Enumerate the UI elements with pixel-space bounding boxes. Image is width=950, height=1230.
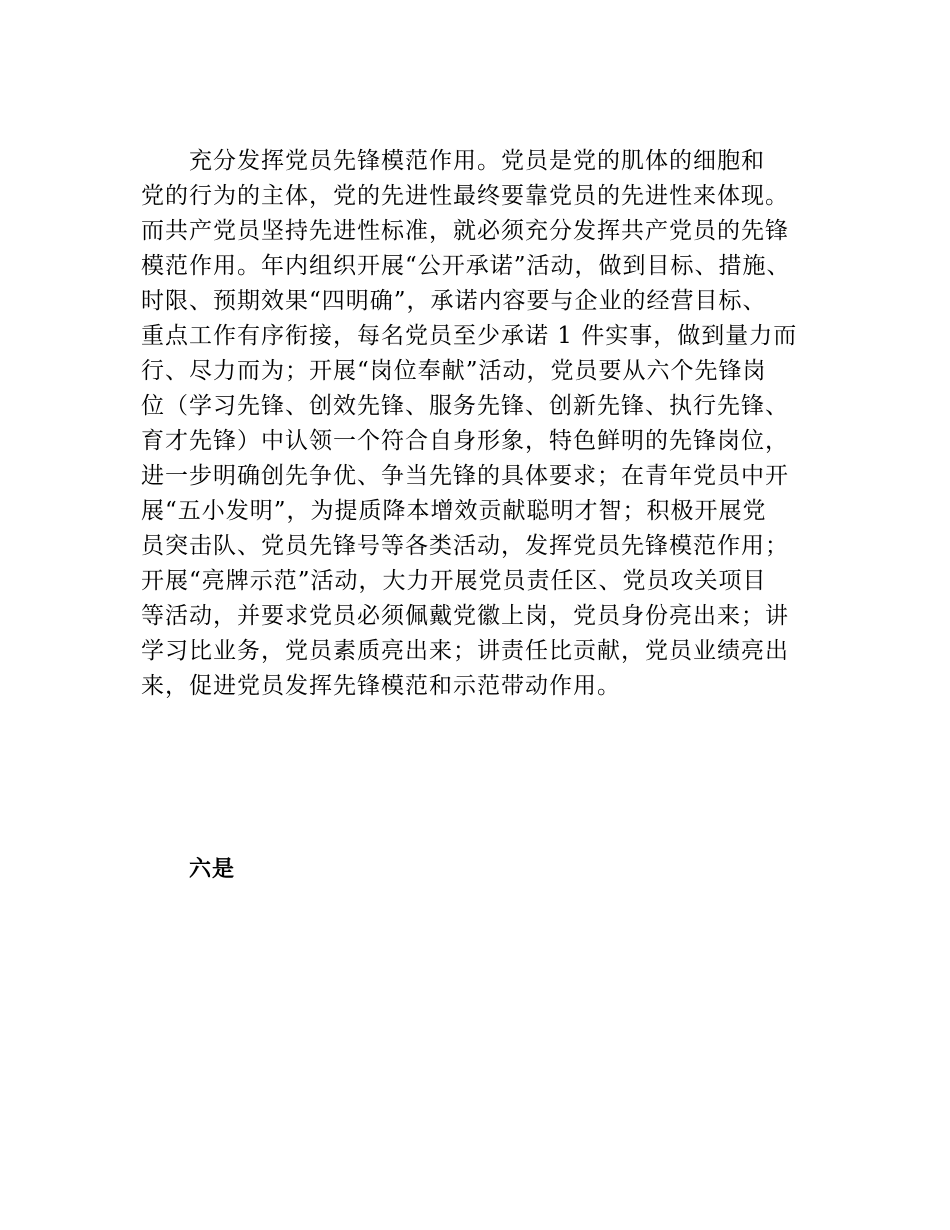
- paragraph-line: 进一步明确创先争优、争当先锋的具体要求；在青年党员中开: [141, 463, 789, 489]
- paragraph-line: 时限、预期效果“四明确”，承诺内容要与企业的经营目标、: [141, 288, 767, 314]
- body-paragraph: [141, 144, 841, 704]
- paragraph-line: 来，促进党员发挥先锋模范和示范带动作用。: [141, 673, 621, 699]
- paragraph-line: 等活动，并要求党员必须佩戴党徽上岗，党员身份亮出来；讲: [141, 603, 789, 629]
- paragraph-line: 开展“亮牌示范”活动，大力开展党员责任区、党员攻关项目: [141, 568, 767, 594]
- paragraph-line: 党的行为的主体，党的先进性最终要靠党员的先进性来体现。: [141, 183, 789, 209]
- paragraph-line: 员突击队、党员先锋号等各类活动，发挥党员先锋模范作用；: [141, 533, 789, 559]
- section-heading: 六是: [189, 857, 236, 882]
- paragraph-line: 模范作用。年内组织开展“公开承诺”活动，做到目标、措施、: [141, 253, 791, 279]
- paragraph-line: 重点工作有序衔接，每名党员至少承诺 1 件实事，做到量力而: [141, 323, 798, 349]
- paragraph-line: 育才先锋）中认领一个符合自身形象，特色鲜明的先锋岗位，: [141, 428, 789, 454]
- paragraph-line: 而共产党员坚持先进性标准，就必须充分发挥共产党员的先锋: [141, 218, 789, 244]
- paragraph-line: 行、尽力而为；开展“岗位奉献”活动，党员要从六个先锋岗: [141, 358, 767, 384]
- paragraph-line: 位（学习先锋、创效先锋、服务先锋、创新先锋、执行先锋、: [141, 393, 789, 419]
- paragraph-line: 展“五小发明”，为提质降本增效贡献聪明才智；积极开展党: [141, 498, 767, 524]
- paragraph-line: 学习比业务，党员素质亮出来；讲责任比贡献，党员业绩亮出: [141, 638, 789, 664]
- paragraph-line: 充分发挥党员先锋模范作用。党员是党的肌体的细胞和: [189, 148, 765, 174]
